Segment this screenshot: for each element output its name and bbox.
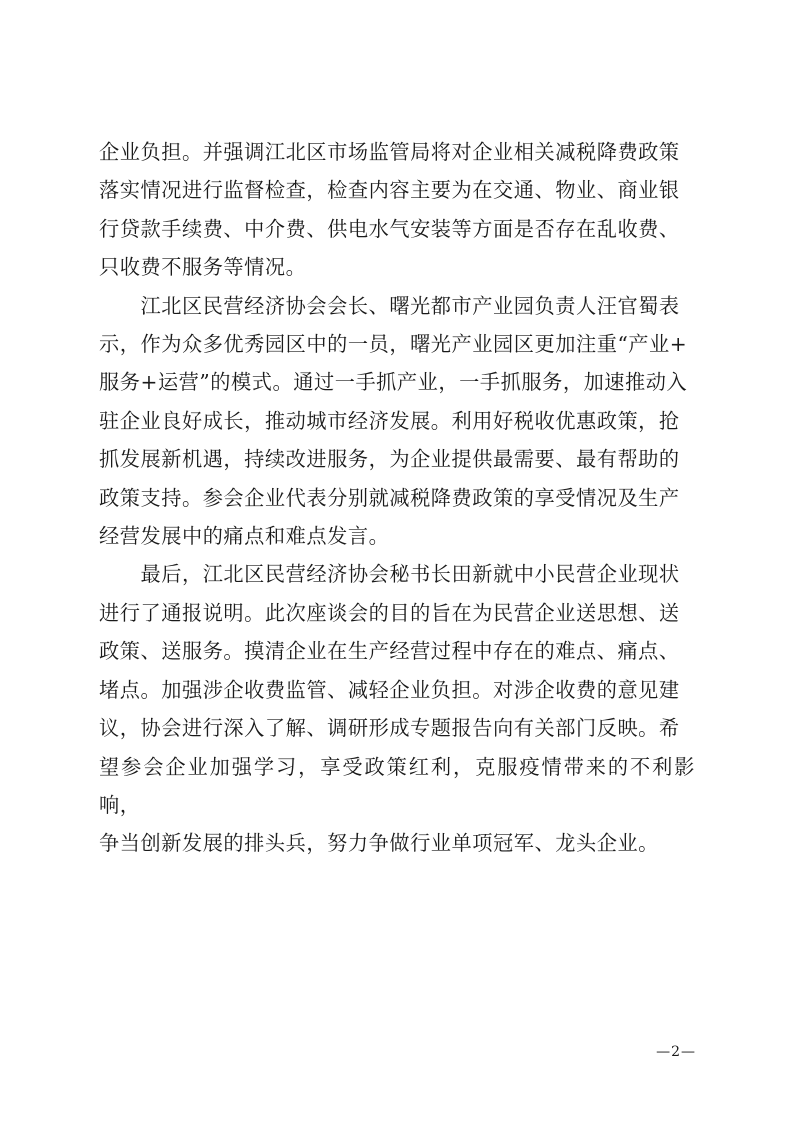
paragraph-3: 最后，江北区民营经济协会秘书长田新就中小民营企业现状 进行了通报说明。此次座谈会的目的旨在为民营企业送思想、送 政策、送服务。摸清企业在生产经营过程中存在的难点、痛点、 堵点。加强涉企收费监管、减轻企业负担。对涉企收费的意见建 议，协会进行深入了解、调研形成专题报告向有关部门反映。希 望参会企业加强学习，享受政策红利，克服疫情带来的不利影响， 争当创新发展的排头兵，努力争做行业单项冠军、龙头企业。: [99, 562, 695, 856]
paragraph-2: 江北区民营经济协会会长、曙光都市产业园负责人汪官蜀表 示，作为众多优秀园区中的一员，曙光产业园区更加注重“产业+ 服务+运营”的模式。通过一手抓产业，一手抓服务，加速推动入 驻企业良好成长，推动城市经济发展。利用好税收优惠政策，抢 抓发展新机遇，持续改进服务，为企业提供最需要、最有帮助的 政策支持。参会企业代表分别就减税降费政策的享受情况及生产 经营发展中的痛点和难点发言。: [99, 293, 688, 549]
paragraph-1: 企业负担。并强调江北区市场监管局将对企业相关减税降费政策 落实情况进行监督检查，检查内容主要为在交通、物业、商业银 行贷款手续费、中介费、供电水气安装等方面是否存在乱收费、 只收费不服务等情况。: [99, 140, 680, 280]
page-number: —2—: [656, 1044, 696, 1060]
document-body: [99, 133, 695, 863]
